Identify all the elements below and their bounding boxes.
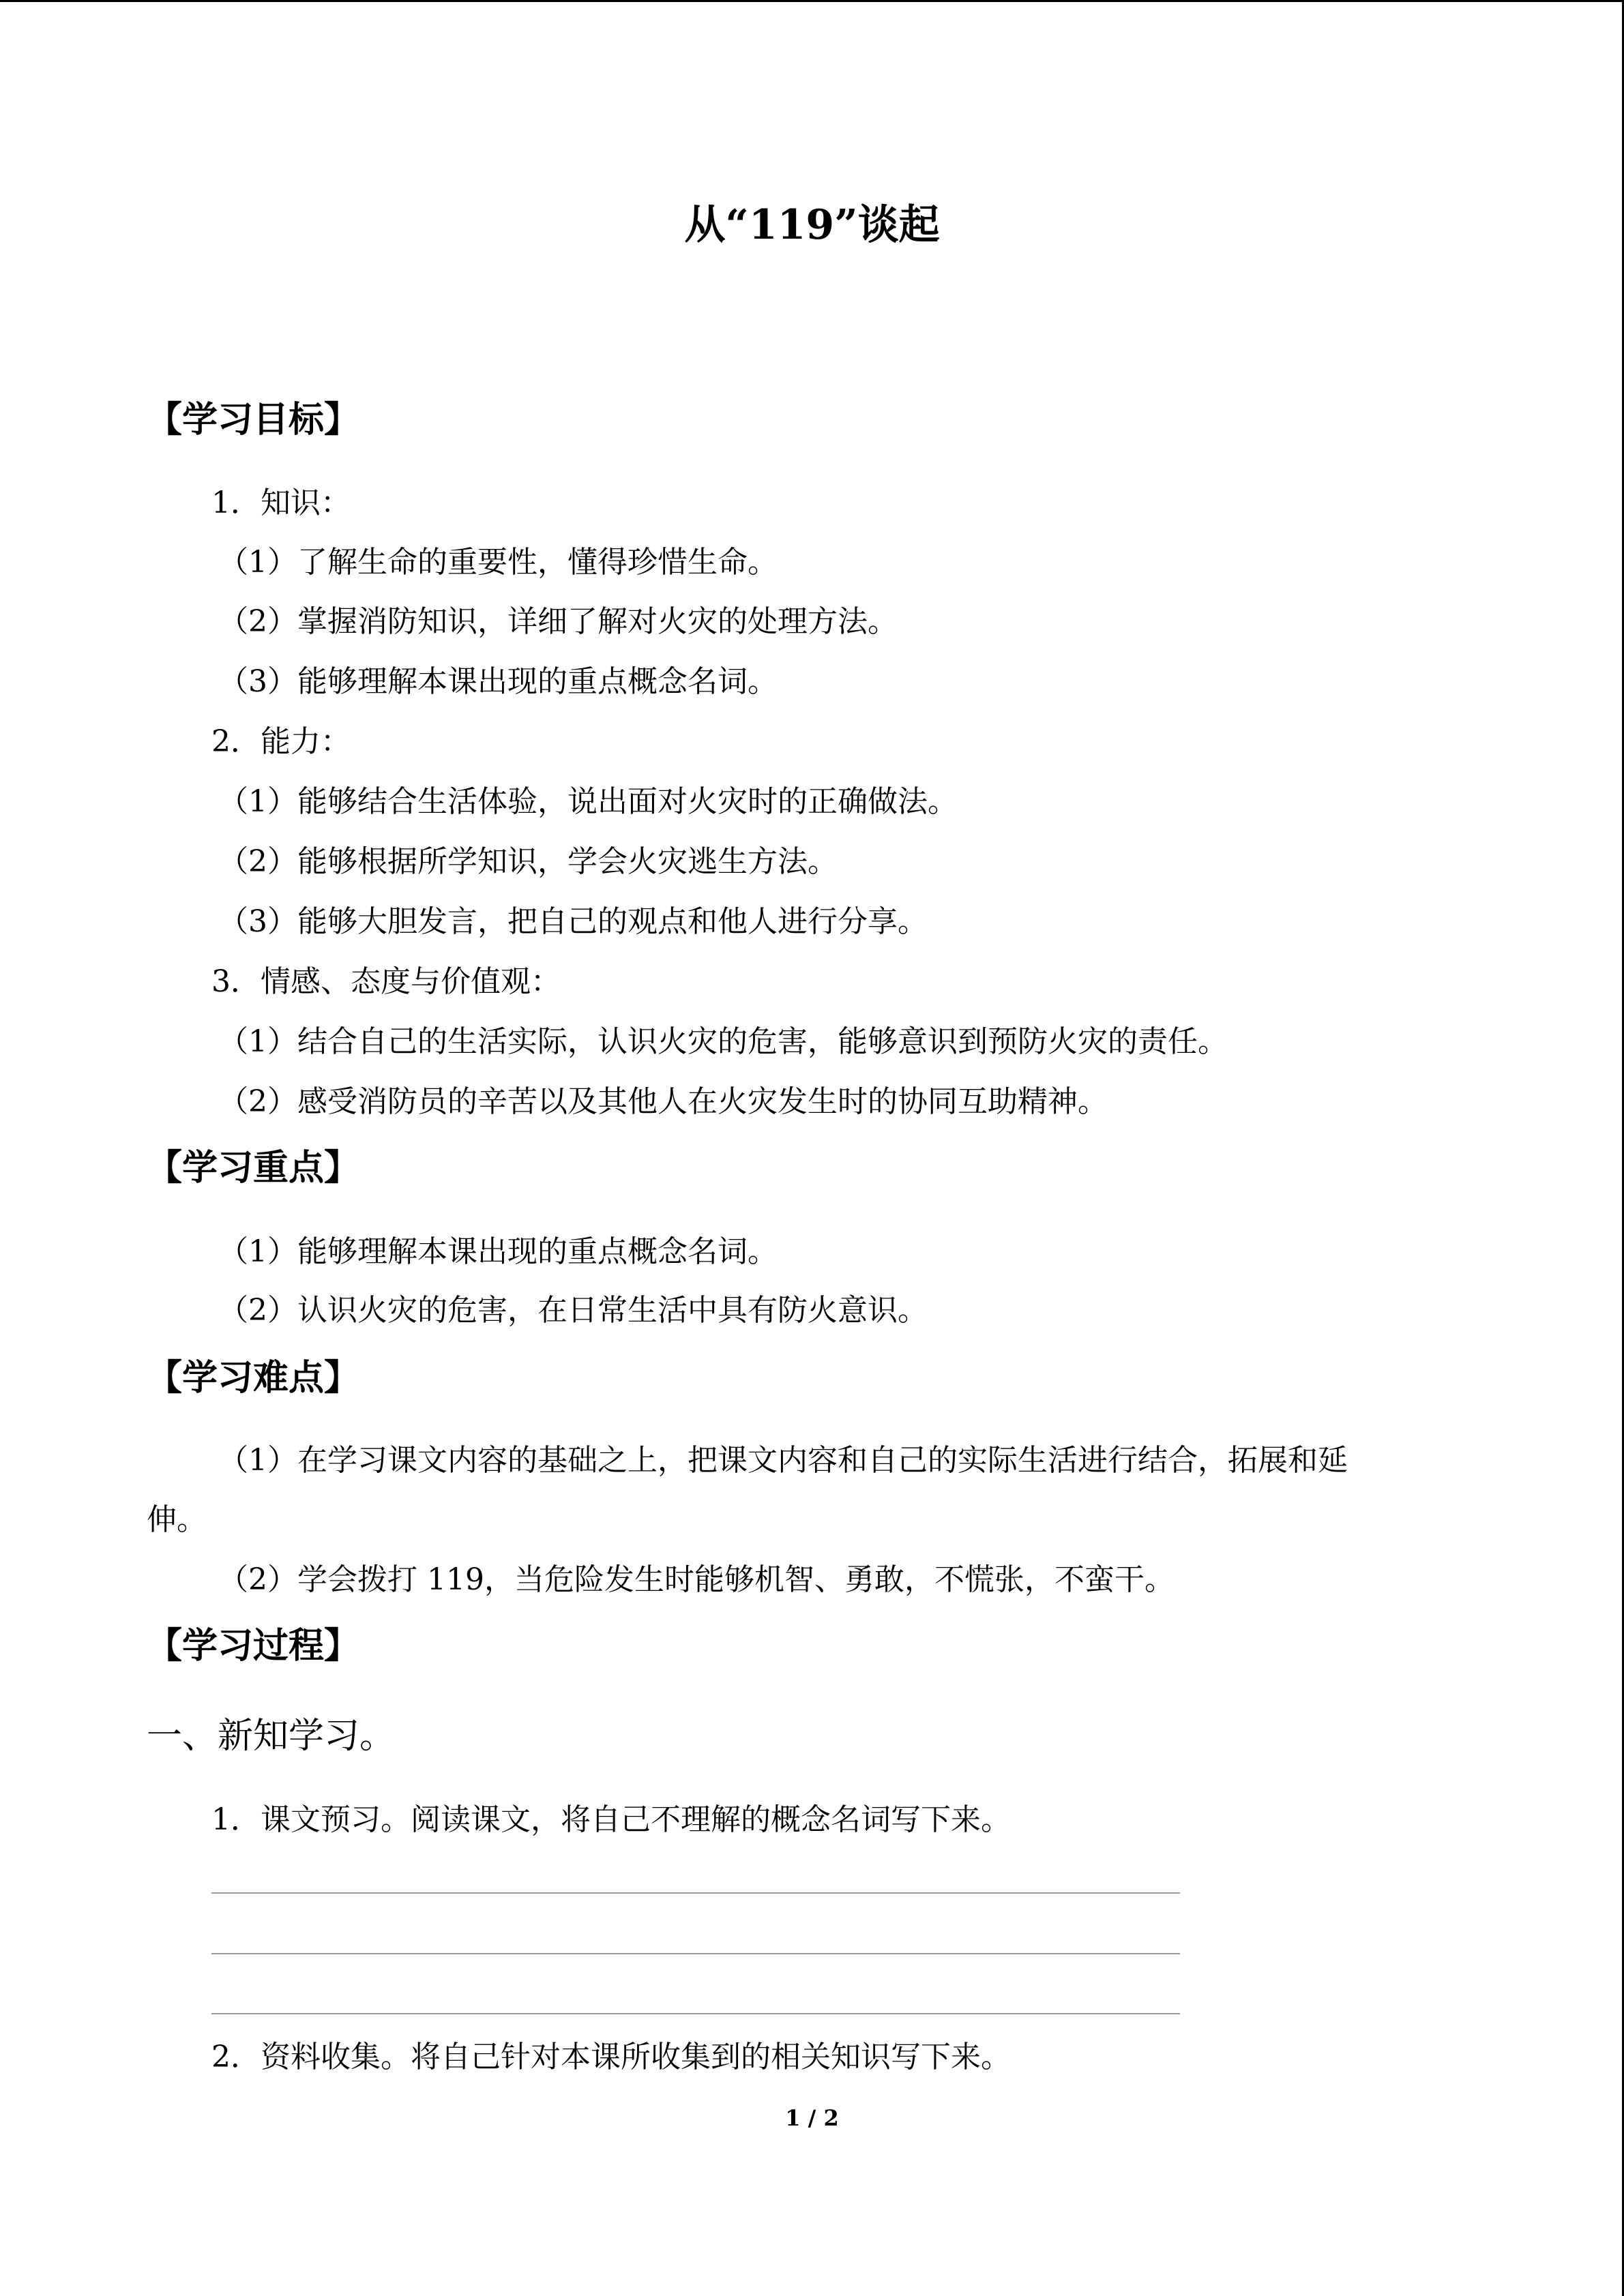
goals-emotion-label: 3．情感、态度与价值观：	[211, 964, 561, 999]
goals-knowledge-label: 1．知识：	[211, 486, 351, 520]
difficulty-1-line-2: 伸。	[147, 1502, 207, 1537]
page-number: 1 / 2	[785, 2105, 839, 2131]
page-border-top	[0, 0, 1624, 2]
difficulty-1-line-1: （1）在学习课文内容的基础之上，把课文内容和自己的实际生活进行结合，拓展和延	[218, 1443, 1348, 1478]
answer-line-3[interactable]	[211, 2013, 1180, 2014]
heading-key-points: 【学习重点】	[147, 1147, 360, 1189]
goals-ability-item-2: （2）能够根据所学知识，学会火灾逃生方法。	[218, 844, 838, 879]
goals-knowledge-item-2: （2）掌握消防知识，详细了解对火灾的处理方法。	[218, 604, 898, 639]
step-2-collection: 2．资料收集。将自己针对本课所收集到的相关知识写下来。	[211, 2040, 1011, 2074]
key-point-1: （1）能够理解本课出现的重点概念名词。	[218, 1234, 778, 1269]
document-title: 从“119”谈起	[684, 201, 940, 249]
key-point-2: （2）认识火灾的危害，在日常生活中具有防火意识。	[218, 1293, 928, 1328]
difficulty-2: （2）学会拨打 119，当危险发生时能够机智、勇敢，不慌张，不蛮干。	[218, 1562, 1175, 1597]
section-new-knowledge: 一、新知学习。	[147, 1716, 396, 1757]
goals-ability-item-3: （3）能够大胆发言，把自己的观点和他人进行分享。	[218, 904, 928, 939]
heading-learning-process: 【学习过程】	[147, 1625, 360, 1667]
goals-emotion-item-2: （2）感受消防员的辛苦以及其他人在火灾发生时的协同互助精神。	[218, 1084, 1108, 1119]
heading-learning-goals: 【学习目标】	[147, 399, 360, 441]
goals-ability-label: 2．能力：	[211, 724, 351, 759]
goals-emotion-item-1: （1）结合自己的生活实际，认识火灾的危害，能够意识到预防火灾的责任。	[218, 1024, 1228, 1059]
answer-line-1[interactable]	[211, 1892, 1180, 1894]
goals-ability-item-1: （1）能够结合生活体验，说出面对火灾时的正确做法。	[218, 784, 958, 819]
goals-knowledge-item-1: （1）了解生命的重要性，懂得珍惜生命。	[218, 545, 778, 580]
answer-line-2[interactable]	[211, 1953, 1180, 1954]
step-1-preview: 1．课文预习。阅读课文，将自己不理解的概念名词写下来。	[211, 1802, 1011, 1837]
goals-knowledge-item-3: （3）能够理解本课出现的重点概念名词。	[218, 664, 778, 699]
heading-difficulties: 【学习难点】	[147, 1357, 360, 1399]
